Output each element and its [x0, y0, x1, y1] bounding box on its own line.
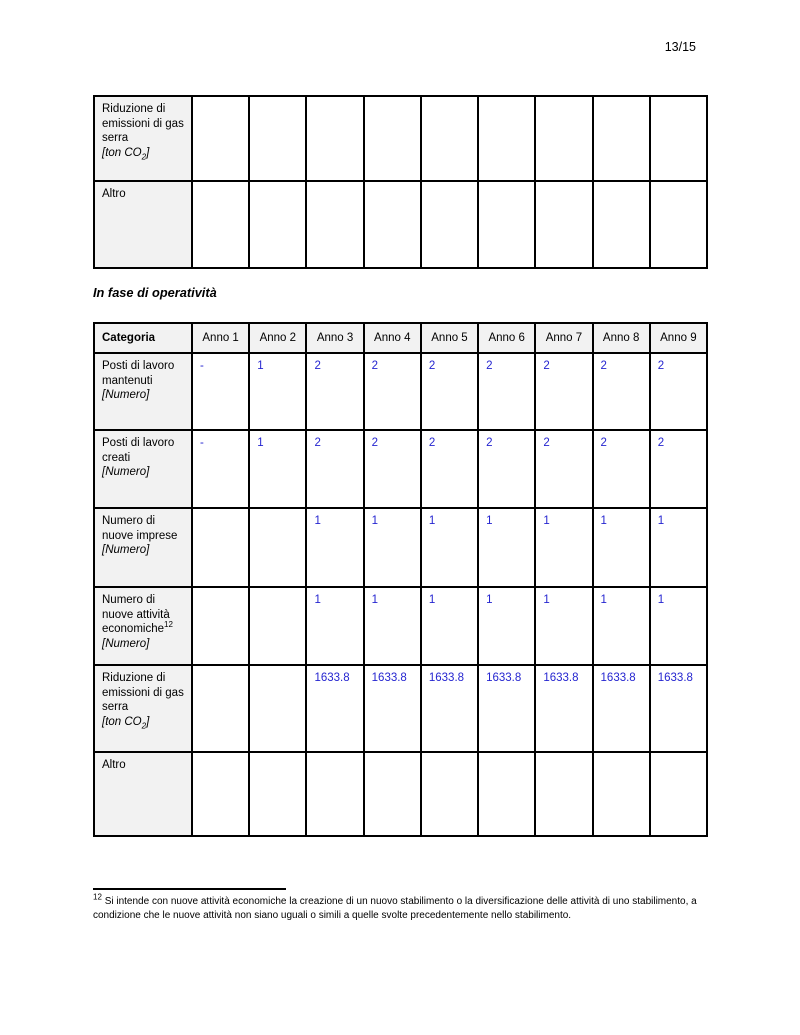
- value-cell: 1: [364, 587, 421, 665]
- value-cell: 2: [593, 430, 650, 508]
- value-cell: [478, 181, 535, 268]
- value-cell: [249, 752, 306, 836]
- value-cell: [535, 752, 592, 836]
- column-header-anno-3: Anno 3: [306, 323, 363, 353]
- value-cell: 2: [421, 430, 478, 508]
- category-cell: [94, 752, 192, 836]
- table-row: [94, 96, 707, 181]
- category-label: Riduzione di emissioni di gas serra: [102, 103, 184, 145]
- value-cell: 2: [478, 353, 535, 430]
- category-cell: [94, 665, 192, 752]
- table-row: [94, 752, 707, 836]
- category-unit: [Numero]: [102, 389, 150, 402]
- table-row: [94, 430, 707, 508]
- table-row: [94, 587, 707, 665]
- value-cell: 1: [535, 508, 592, 587]
- value-cell: 1: [364, 508, 421, 587]
- column-header-anno-2: Anno 2: [249, 323, 306, 353]
- value-cell: 2: [593, 353, 650, 430]
- value-cell: 1633.8: [535, 665, 592, 752]
- footnote-text: Si intende con nuove attività economiche la creazione di un nuovo stabilimento o la diversificazione delle attività di uno stabilimento, a condizione che le nuove attività non siano uguali o simili a quelle svolte precedentemente nello stabilimento.: [93, 896, 697, 922]
- value-cell: [192, 508, 249, 587]
- value-cell: [306, 181, 363, 268]
- value-cell: 1633.8: [364, 665, 421, 752]
- value-cell: [593, 752, 650, 836]
- continuation-table: [93, 95, 708, 269]
- value-cell: 2: [650, 353, 707, 430]
- footnote-marker: 12: [93, 892, 102, 902]
- value-cell: [535, 181, 592, 268]
- value-cell: [478, 96, 535, 181]
- value-cell: [192, 587, 249, 665]
- category-unit: [Numero]: [102, 466, 150, 479]
- category-unit: [Numero]: [102, 638, 150, 651]
- value-cell: -: [192, 353, 249, 430]
- value-cell: [364, 752, 421, 836]
- value-cell: [364, 181, 421, 268]
- category-label: Numero di nuove attività economiche$^{12}$: [102, 594, 173, 636]
- value-cell: [650, 96, 707, 181]
- value-cell: 2: [306, 353, 363, 430]
- value-cell: 1: [535, 587, 592, 665]
- value-cell: 1633.8: [421, 665, 478, 752]
- value-cell: 1: [650, 508, 707, 587]
- value-cell: [421, 752, 478, 836]
- section-heading: In fase di operatività: [93, 285, 217, 300]
- category-label: Riduzione di emissioni di gas serra: [102, 672, 184, 714]
- value-cell: [192, 752, 249, 836]
- value-cell: 2: [364, 430, 421, 508]
- value-cell: 1: [421, 587, 478, 665]
- category-label: Altro: [102, 759, 126, 771]
- table-row: [94, 665, 707, 752]
- value-cell: 2: [306, 430, 363, 508]
- value-cell: [650, 181, 707, 268]
- value-cell: 1: [650, 587, 707, 665]
- value-cell: [364, 96, 421, 181]
- column-header-anno-1: Anno 1: [192, 323, 249, 353]
- header-row: [94, 323, 707, 353]
- value-cell: 1: [593, 508, 650, 587]
- table-row: [94, 353, 707, 430]
- footnote-separator: [93, 888, 286, 890]
- value-cell: [593, 96, 650, 181]
- column-header-anno-9: Anno 9: [650, 323, 707, 353]
- footnote-reference: 12: [164, 620, 173, 630]
- value-cell: 2: [478, 430, 535, 508]
- category-cell: [94, 430, 192, 508]
- category-cell: [94, 96, 192, 181]
- footnote: [93, 892, 713, 923]
- column-header-anno-4: Anno 4: [364, 323, 421, 353]
- value-cell: 1633.8: [650, 665, 707, 752]
- value-cell: 2: [364, 353, 421, 430]
- category-label: Numero di nuove imprese: [102, 515, 178, 542]
- category-cell: [94, 353, 192, 430]
- category-cell: [94, 181, 192, 268]
- value-cell: 1: [249, 430, 306, 508]
- column-header-categoria: Categoria: [94, 323, 192, 353]
- value-cell: [421, 181, 478, 268]
- column-header-anno-8: Anno 8: [593, 323, 650, 353]
- value-cell: 2: [421, 353, 478, 430]
- value-cell: [650, 752, 707, 836]
- value-cell: 1633.8: [478, 665, 535, 752]
- value-cell: 2: [650, 430, 707, 508]
- category-unit: [ton $CO_2$]: [102, 716, 150, 731]
- value-cell: 1: [306, 587, 363, 665]
- value-cell: [249, 96, 306, 181]
- category-label: Altro: [102, 188, 126, 200]
- value-cell: -: [192, 430, 249, 508]
- category-unit: [Numero]: [102, 544, 150, 557]
- value-cell: 1633.8: [593, 665, 650, 752]
- column-header-anno-6: Anno 6: [478, 323, 535, 353]
- value-cell: 1: [306, 508, 363, 587]
- value-cell: 2: [535, 353, 592, 430]
- category-cell: [94, 587, 192, 665]
- value-cell: [421, 96, 478, 181]
- value-cell: [478, 752, 535, 836]
- value-cell: [192, 96, 249, 181]
- category-label: Posti di lavoro creati: [102, 437, 175, 464]
- table-row: [94, 181, 707, 268]
- table-row: [94, 508, 707, 587]
- category-cell: [94, 508, 192, 587]
- value-cell: 1633.8: [306, 665, 363, 752]
- value-cell: [249, 181, 306, 268]
- value-cell: [249, 587, 306, 665]
- category-label: Posti di lavoro mantenuti: [102, 360, 175, 387]
- value-cell: 1: [593, 587, 650, 665]
- value-cell: [249, 665, 306, 752]
- column-header-anno-5: Anno 5: [421, 323, 478, 353]
- value-cell: [192, 665, 249, 752]
- page-number: 13/15: [664, 40, 696, 54]
- operativita-table: [93, 322, 708, 837]
- value-cell: 1: [478, 508, 535, 587]
- value-cell: [249, 508, 306, 587]
- category-unit: [ton $CO_2$]: [102, 147, 150, 162]
- value-cell: 2: [535, 430, 592, 508]
- value-cell: [535, 96, 592, 181]
- value-cell: 1: [421, 508, 478, 587]
- value-cell: [306, 752, 363, 836]
- column-header-anno-7: Anno 7: [535, 323, 592, 353]
- value-cell: 1: [249, 353, 306, 430]
- value-cell: [593, 181, 650, 268]
- value-cell: 1: [478, 587, 535, 665]
- value-cell: [306, 96, 363, 181]
- value-cell: [192, 181, 249, 268]
